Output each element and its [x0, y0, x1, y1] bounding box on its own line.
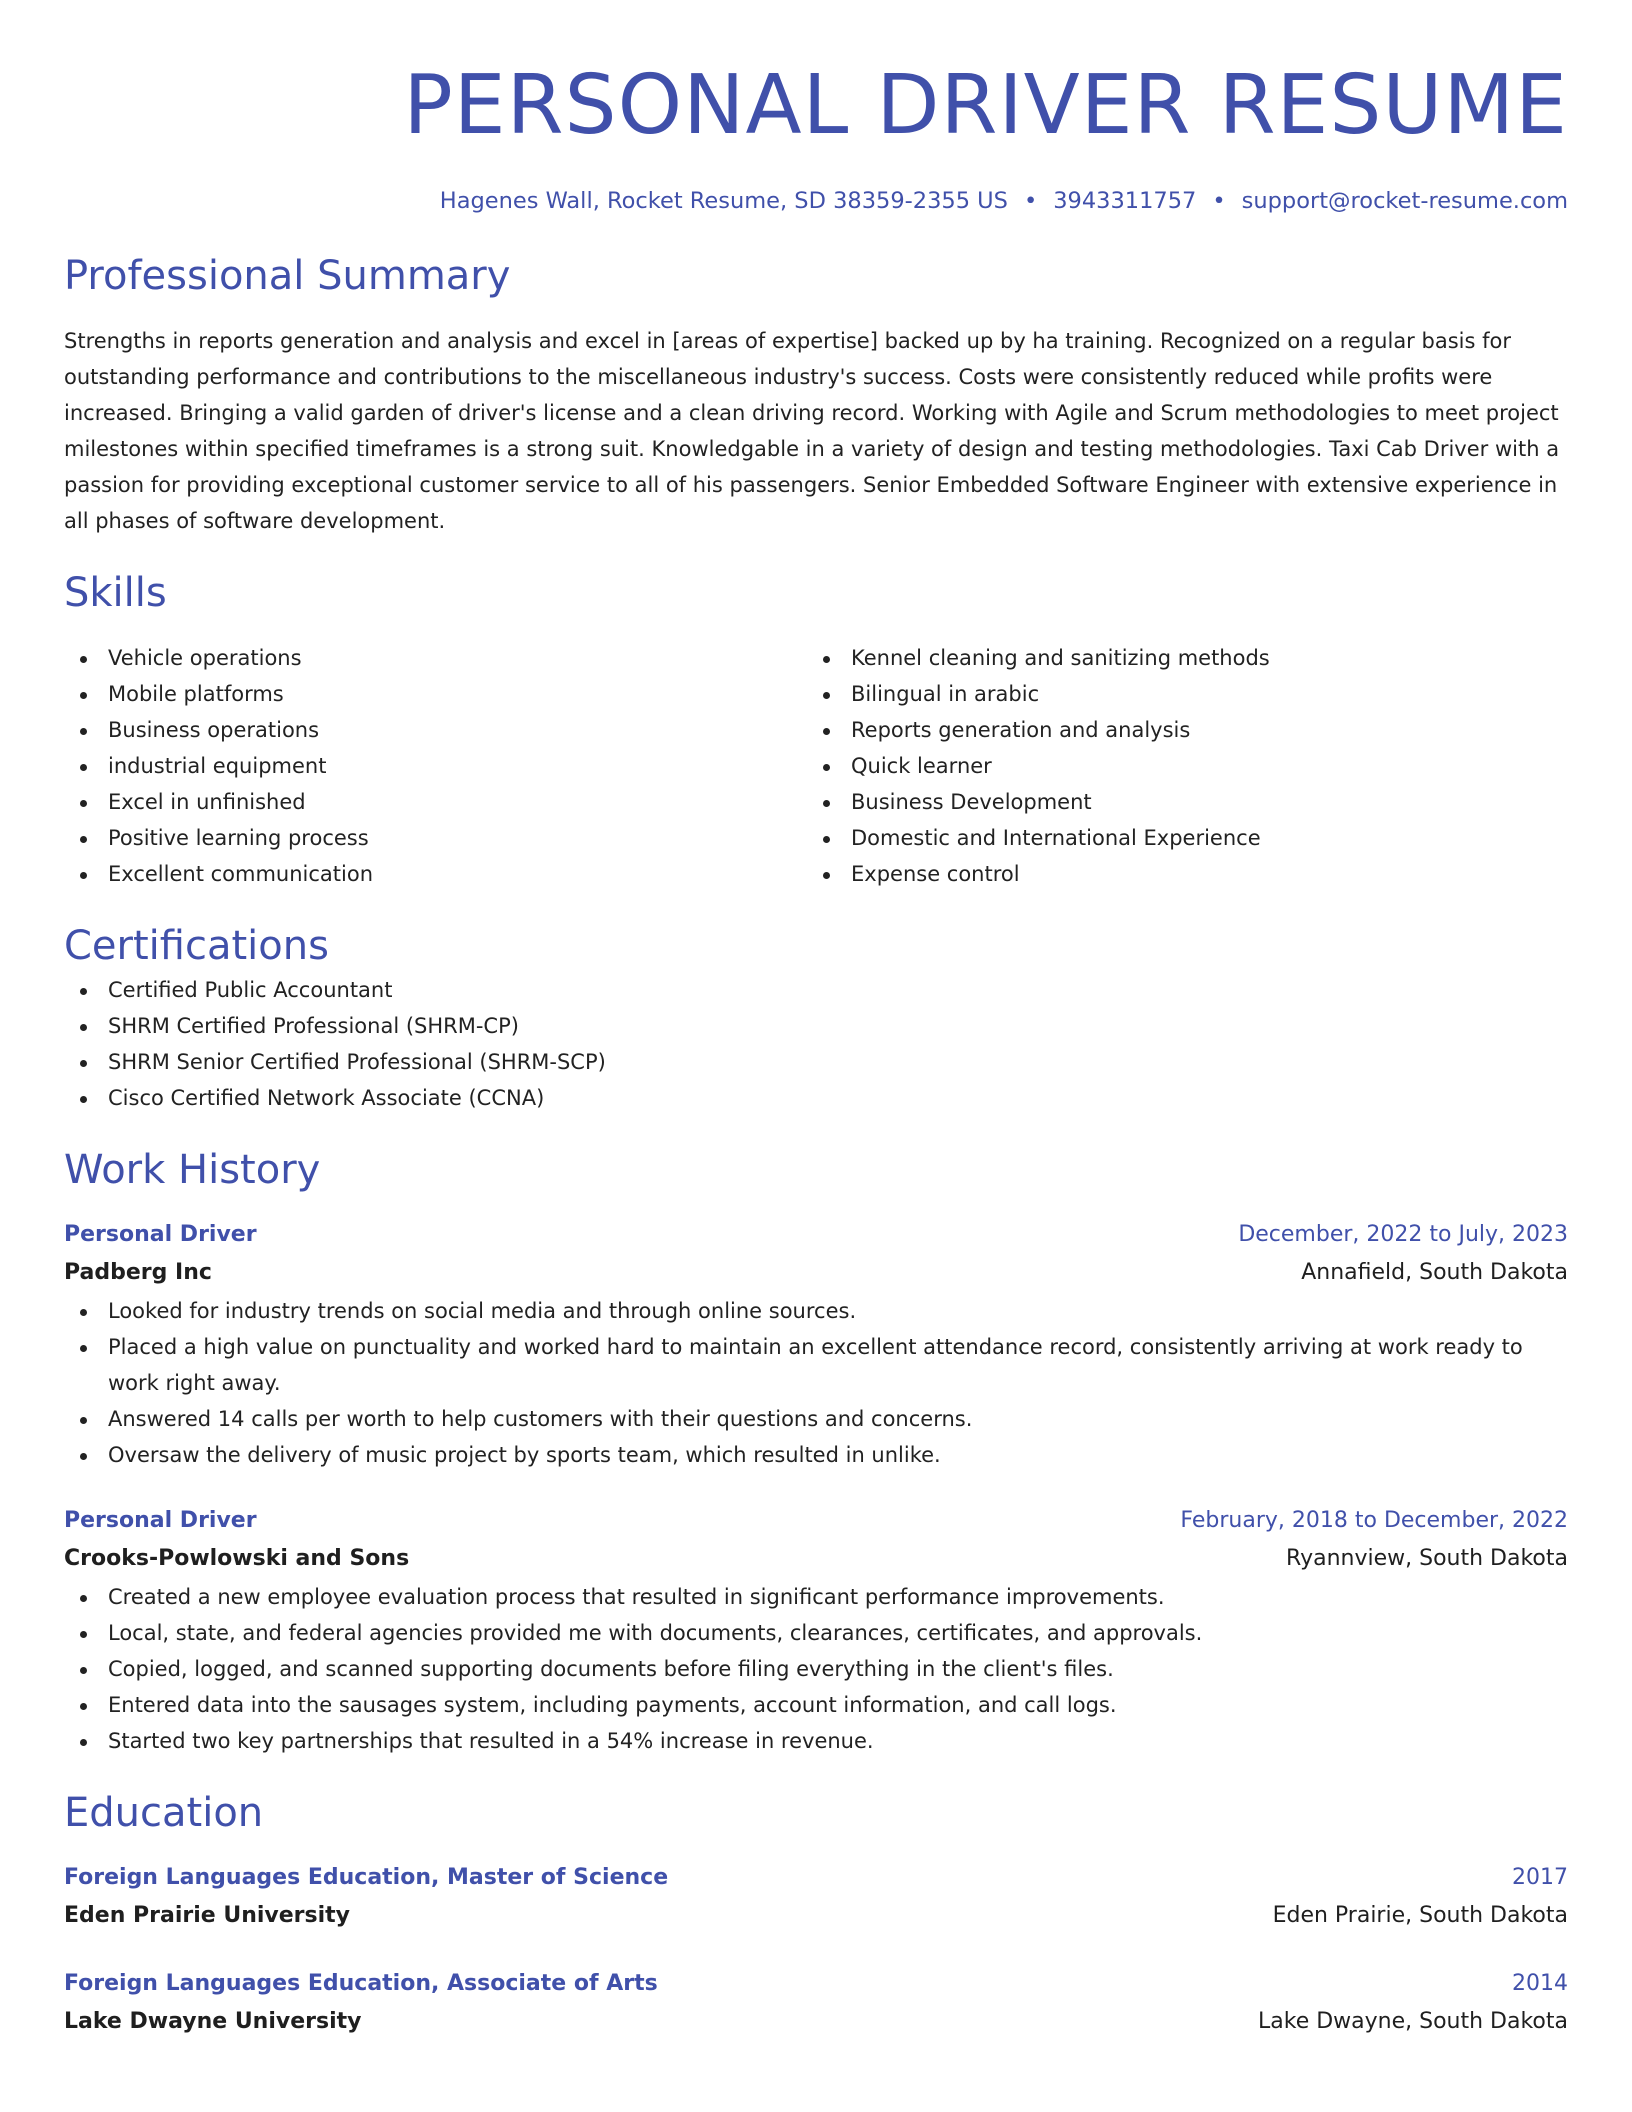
skills-list-right — [807, 640, 1568, 892]
contact-separator: • — [1212, 188, 1226, 214]
skills-section — [64, 567, 1568, 892]
contact-separator: • — [1023, 188, 1038, 214]
job-bullet-text: Local, state, and federal agencies provided me with documents, clearances, certificates, and approvals. — [108, 1621, 1203, 1645]
bullet-icon — [823, 872, 830, 879]
bullet-icon — [80, 1024, 87, 1031]
job-bullet-text: Looked for industry trends on social media and through online sources. — [108, 1299, 857, 1323]
bullet-icon — [80, 1309, 87, 1316]
skill-item — [64, 640, 807, 676]
job-bullet — [64, 1293, 1568, 1329]
skill-text: Positive learning process — [108, 826, 369, 850]
skill-text: Mobile platforms — [108, 682, 284, 706]
job-bullet-text: Answered 14 calls per worth to help customers with their questions and concerns. — [108, 1407, 973, 1431]
skill-text: Bilingual in arabic — [851, 682, 1040, 706]
education-school: Lake Dwayne University — [64, 2009, 362, 2034]
job-title-row — [64, 1217, 1568, 1253]
skill-item — [64, 712, 807, 748]
certification-item — [64, 972, 1568, 1008]
skill-item — [807, 712, 1568, 748]
certification-text: Certified Public Accountant — [108, 978, 393, 1002]
education-degree-row — [64, 1966, 1568, 2002]
education-entry — [64, 1860, 1568, 1936]
job-entry — [64, 1503, 1568, 1759]
certification-text: SHRM Senior Certified Professional (SHRM-SCP) — [108, 1050, 606, 1074]
bullet-icon — [80, 1667, 87, 1674]
section-title-skills: Skills — [64, 570, 167, 616]
job-company-row — [64, 1253, 1568, 1293]
bullet-icon — [80, 1631, 87, 1638]
education-section — [64, 1787, 1568, 2042]
skill-item — [807, 784, 1568, 820]
job-bullet — [64, 1723, 1568, 1759]
bullet-icon — [80, 800, 87, 807]
bullet-icon — [80, 1417, 87, 1424]
education-school-row — [64, 2002, 1568, 2042]
job-bullet-text: Entered data into the sausages system, including payments, account information, and call logs. — [108, 1693, 1117, 1717]
bullet-icon — [80, 988, 87, 995]
certification-text: Cisco Certified Network Associate (CCNA) — [108, 1086, 545, 1110]
job-bullets — [64, 1579, 1568, 1759]
bullet-icon — [80, 836, 87, 843]
certification-item — [64, 1008, 1568, 1044]
skill-text: Domestic and International Experience — [851, 826, 1261, 850]
bullet-icon — [823, 836, 830, 843]
job-company: Padberg Inc — [64, 1260, 212, 1285]
section-title-education: Education — [64, 1790, 264, 1836]
skill-item — [807, 820, 1568, 856]
job-dates: February, 2018 to December, 2022 — [1180, 1508, 1568, 1533]
education-school: Eden Prairie University — [64, 1903, 351, 1928]
skill-text: Expense control — [851, 862, 1020, 886]
skill-item — [807, 676, 1568, 712]
job-company: Crooks-Powlowski and Sons — [64, 1546, 410, 1571]
contact-address: Hagenes Wall, Rocket Resume, SD 38359-2355 US — [439, 188, 1008, 214]
bullet-icon — [80, 1060, 87, 1067]
job-bullet — [64, 1437, 1568, 1473]
job-bullet — [64, 1651, 1568, 1687]
bullet-icon — [80, 764, 87, 771]
bullet-icon — [80, 1739, 87, 1746]
education-school-row — [64, 1896, 1568, 1936]
bullet-icon — [823, 800, 830, 807]
skill-item — [64, 820, 807, 856]
job-role: Personal Driver — [64, 1508, 257, 1533]
job-location: Ryannview, South Dakota — [1286, 1546, 1568, 1571]
skill-text: Kennel cleaning and sanitizing methods — [851, 646, 1270, 670]
job-bullet — [64, 1579, 1568, 1615]
bullet-icon — [823, 728, 830, 735]
job-bullet-text: Placed a high value on punctuality and worked hard to maintain an excellent attendance record, consistently arriving at work ready to work right away. — [108, 1335, 1523, 1395]
skill-text: Excel in unfinished — [108, 790, 306, 814]
bullet-icon — [80, 1703, 87, 1710]
certifications-section — [64, 920, 1568, 1116]
bullet-icon — [823, 692, 830, 699]
job-bullet-text: Created a new employee evaluation process that resulted in significant performance improvements. — [108, 1585, 1165, 1609]
bullet-icon — [80, 1345, 87, 1352]
skill-item — [807, 640, 1568, 676]
skills-grid — [64, 640, 1568, 892]
job-bullet-text: Oversaw the delivery of music project by sports team, which resulted in unlike. — [108, 1443, 941, 1467]
skill-text: Vehicle operations — [108, 646, 302, 670]
education-year: 2014 — [1512, 1971, 1568, 1996]
education-year: 2017 — [1512, 1865, 1568, 1890]
education-entry — [64, 1966, 1568, 2042]
contact-line — [64, 186, 1568, 216]
job-location: Annafield, South Dakota — [1301, 1260, 1568, 1285]
bullet-icon — [80, 692, 87, 699]
job-bullets — [64, 1293, 1568, 1473]
bullet-icon — [823, 656, 830, 663]
skill-text: Business operations — [108, 718, 320, 742]
certification-item — [64, 1044, 1568, 1080]
job-bullet — [64, 1329, 1568, 1401]
skill-text: Business Development — [851, 790, 1092, 814]
job-bullet-text: Started two key partnerships that resulted in a 54% increase in revenue. — [108, 1729, 874, 1753]
job-bullet — [64, 1401, 1568, 1437]
certification-text: SHRM Certified Professional (SHRM-CP) — [108, 1014, 519, 1038]
skill-item — [807, 856, 1568, 892]
bullet-icon — [80, 656, 87, 663]
skill-item — [64, 784, 807, 820]
contact-email: support@rocket-resume.com — [1241, 188, 1568, 214]
resume-title: PERSONAL DRIVER RESUME — [403, 58, 1568, 153]
skill-text: Reports generation and analysis — [851, 718, 1191, 742]
job-bullet-text: Copied, logged, and scanned supporting documents before filing everything in the client's files. — [108, 1657, 1114, 1681]
bullet-icon — [823, 764, 830, 771]
bullet-icon — [80, 1096, 87, 1103]
education-degree: Foreign Languages Education, Master of Science — [64, 1865, 669, 1890]
summary-text: Strengths in reports generation and analysis and excel in [areas of expertise] backed up by ha training. Recognized on a regular basis for outstanding performance and contributions to the miscellaneous industry's success. Costs were consistently reduced while profits were increased. Bringing a valid garden of driver's license and a clean driving record. Working with Agile and Scrum methodologies to meet project milestones within specified timeframes is a strong suit. Knowledgable in a variety of design and testing methodologies. Taxi Cab Driver with a passion for providing exceptional customer service to all of his passengers. Senior Embedded Software Engineer with extensive experience in all phases of software development. — [64, 329, 1560, 533]
skill-item — [807, 748, 1568, 784]
job-role: Personal Driver — [64, 1222, 257, 1247]
work-history-section — [64, 1144, 1568, 1759]
education-degree: Foreign Languages Education, Associate of Arts — [64, 1971, 658, 1996]
bullet-icon — [80, 1595, 87, 1602]
bullet-icon — [80, 872, 87, 879]
skill-item — [64, 748, 807, 784]
skill-item — [64, 676, 807, 712]
job-bullet — [64, 1615, 1568, 1651]
certification-item — [64, 1080, 1568, 1116]
resume-header — [64, 48, 1568, 216]
section-title-work-history: Work History — [64, 1147, 321, 1193]
skill-text: Quick learner — [851, 754, 992, 778]
bullet-icon — [80, 728, 87, 735]
education-location: Eden Prairie, South Dakota — [1272, 1903, 1568, 1928]
skill-text: Excellent communication — [108, 862, 374, 886]
skill-item — [64, 856, 807, 892]
skill-text: industrial equipment — [108, 754, 327, 778]
job-bullet — [64, 1687, 1568, 1723]
contact-phone: 3943311757 — [1053, 188, 1197, 214]
job-entry — [64, 1217, 1568, 1473]
section-title-summary: Professional Summary — [64, 253, 511, 299]
job-title-row — [64, 1503, 1568, 1539]
certifications-list — [64, 972, 1568, 1116]
bullet-icon — [80, 1453, 87, 1460]
education-degree-row — [64, 1860, 1568, 1896]
professional-summary-section — [64, 250, 1568, 539]
skills-list-left — [64, 640, 807, 892]
education-location: Lake Dwayne, South Dakota — [1258, 2009, 1568, 2034]
section-title-certifications: Certifications — [64, 923, 329, 969]
job-dates: December, 2022 to July, 2023 — [1238, 1222, 1568, 1247]
job-company-row — [64, 1539, 1568, 1579]
